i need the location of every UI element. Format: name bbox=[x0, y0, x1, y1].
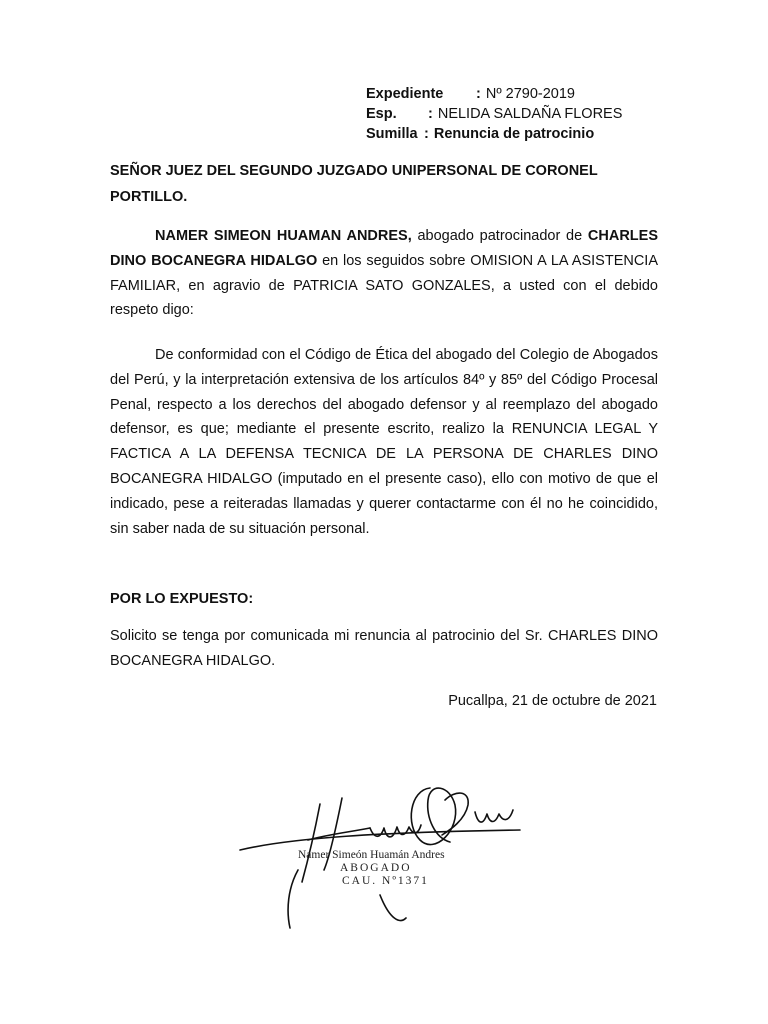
case-header bbox=[366, 84, 622, 144]
sumilla-row bbox=[366, 124, 622, 144]
stamp-name: Namer Simeón Huamán Andres bbox=[298, 849, 445, 861]
intro-text-2: en los seguidos sobre OMISION A LA ASISTENCIA FAMILIAR, en agravio de PATRICIA SATO GONZALES, a usted con el debido respeto digo: bbox=[110, 252, 659, 319]
stamp-title: ABOGADO bbox=[340, 862, 412, 874]
expediente-label: Expediente bbox=[366, 86, 444, 102]
esp-label: Esp. bbox=[366, 106, 397, 122]
body-paragraph bbox=[110, 343, 658, 541]
esp-row bbox=[366, 104, 622, 124]
por-lo-expuesto: POR LO EXPUESTO: bbox=[110, 591, 254, 607]
lawyer-stamp bbox=[298, 849, 445, 888]
expediente-row bbox=[366, 84, 622, 104]
addressee: SEÑOR JUEZ DEL SEGUNDO JUZGADO UNIPERSONAL DE CORONEL PORTILLO. bbox=[110, 163, 598, 205]
esp-separator: : bbox=[428, 106, 433, 122]
body-text: De conformidad con el Código de Ética del abogado del Colegio de Abogados del Perú, y la interpretación extensiva de los artículos 84º y 85º del Código Procesal Penal, respecto a los derechos del abogado defensor y al reemplazo del abogado defensor, es que; mediante el presente escrito, realizo la RENUNCIA LEGAL Y FACTICA A LA DEFENSA TECNICA DE LA PERSONA DE CHARLES DINO BOCANEGRA HIDALGO (imputado en el presente caso), ello con motivo de que el indicado, pese a reiteradas llamadas y querer contactarme con él no he coincidido, sin saber nada de su situación personal. bbox=[110, 347, 658, 537]
expediente-value: Nº 2790-2019 bbox=[485, 86, 575, 102]
client-name: CHARLES DINO BOCANEGRA HIDALGO bbox=[110, 228, 658, 269]
intro-text-1: abogado patrocinador de bbox=[411, 228, 588, 244]
sumilla-value: Renuncia de patrocinio bbox=[433, 126, 595, 142]
sumilla-separator: : bbox=[424, 126, 429, 142]
stamp-registration: CAU. Nº1371 bbox=[342, 875, 429, 887]
request-paragraph: Solicito se tenga por comunicada mi renuncia al patrocinio del Sr. CHARLES DINO BOCANEGRA HIDALGO. bbox=[110, 628, 658, 669]
lawyer-name: NAMER SIMEON HUAMAN ANDRES, bbox=[155, 228, 412, 244]
esp-value: NELIDA SALDAÑA FLORES bbox=[437, 106, 623, 122]
place-date: Pucallpa, 21 de octubre de 2021 bbox=[448, 693, 657, 709]
expediente-separator: : bbox=[476, 86, 481, 102]
sumilla-label: Sumilla bbox=[366, 126, 418, 142]
intro-paragraph bbox=[110, 224, 658, 323]
